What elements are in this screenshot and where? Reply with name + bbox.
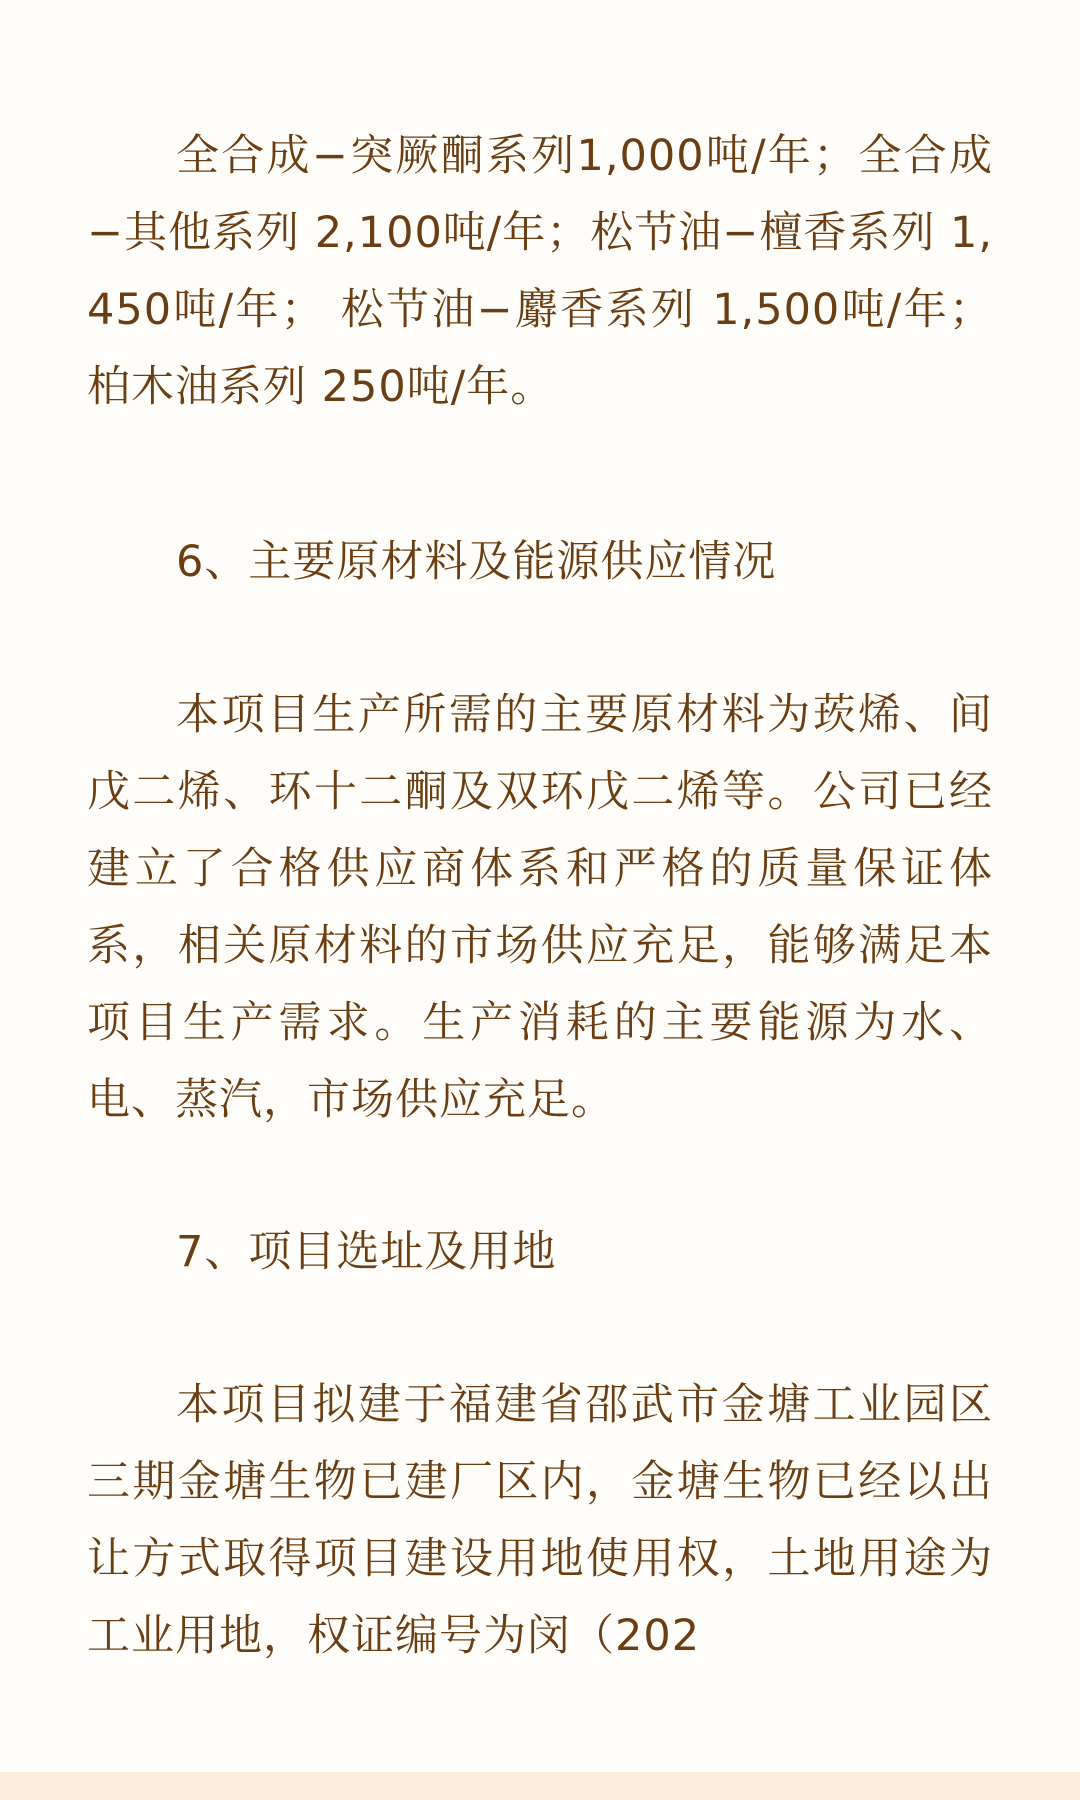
article-content bbox=[87, 118, 993, 1675]
materials-paragraph: 本项目生产所需的主要原材料为莰烯、间戊二烯、环十二酮及双环戊二烯等。公司已经建立了合格供应商体系和严格的质量保证体系，相关原材料的市场供应充足，能够满足本项目生产需求。生产消耗的主要能源为水、电、蒸汽，市场供应充足。 bbox=[87, 690, 993, 1125]
site-paragraph: 本项目拟建于福建省邵武市金塘工业园区三期金塘生物已建厂区内，金塘生物已经以出让方式取得项目建设用地使用权，土地用途为工业用地，权证编号为闵（202 bbox=[87, 1380, 993, 1661]
site-heading: 7、项目选址及用地 bbox=[176, 1227, 557, 1277]
bottom-strip bbox=[0, 1772, 1080, 1800]
capacity-paragraph: 全合成−突厥酮系列1,000吨/年；全合成−其他系列 2,100吨/年；松节油−檀香系列 1,450吨/年； 松节油−麝香系列 1,500吨/年； 柏木油系列 250吨/年。 bbox=[87, 131, 994, 412]
materials-heading: 6、主要原材料及能源供应情况 bbox=[176, 537, 777, 587]
